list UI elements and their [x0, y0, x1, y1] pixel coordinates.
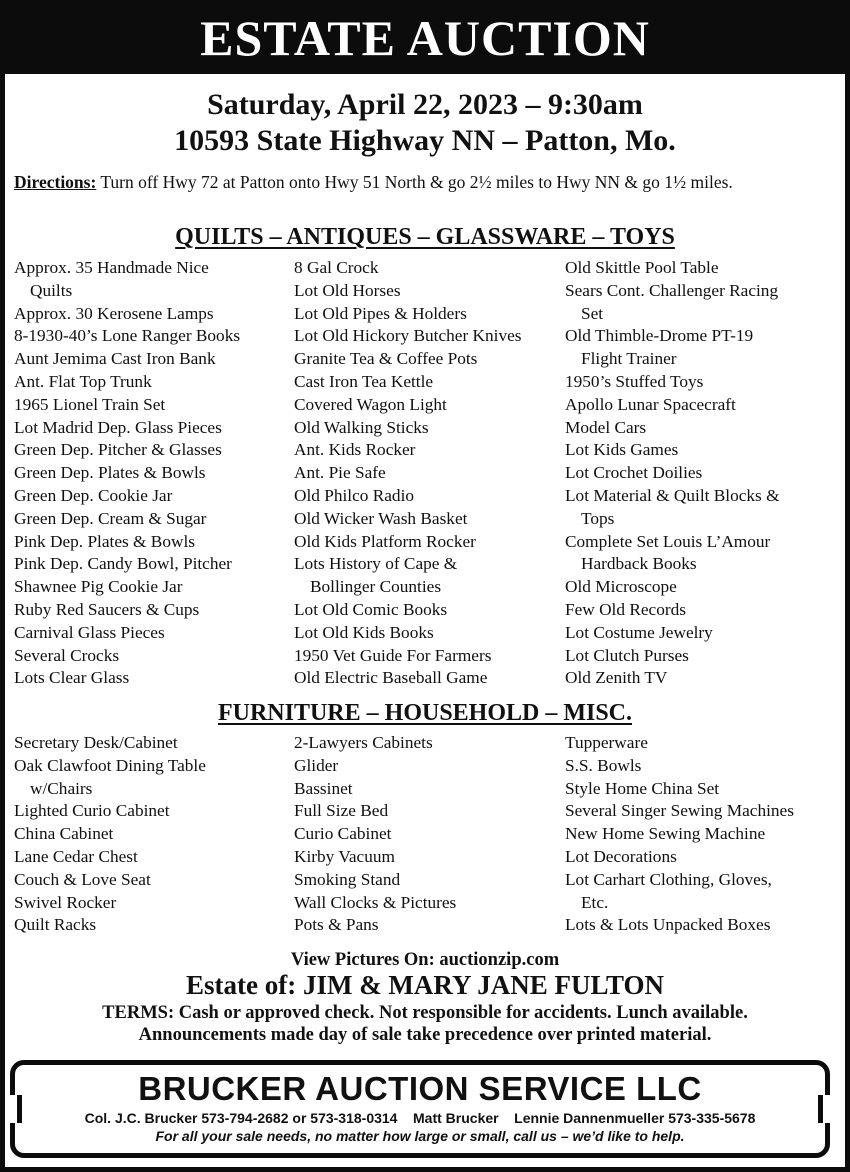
- list-item: [565, 417, 780, 440]
- auction-address: 10593 State Highway NN – Patton, Mo.: [174, 124, 676, 157]
- item-text-continued: w/Chairs: [30, 778, 93, 798]
- item-text: Aunt Jemima Cast Iron Bank: [14, 349, 216, 369]
- item-text-continued: Etc.: [581, 892, 609, 912]
- item-text-continued: Quilts: [30, 280, 73, 300]
- item-text: Green Dep. Cream & Sugar: [14, 508, 207, 528]
- item-text: Old Walking Sticks: [294, 417, 429, 437]
- item-text: Old Kids Platform Rocker: [294, 531, 476, 551]
- list-item: [565, 439, 780, 462]
- directions-text: Turn off Hwy 72 at Patton onto Hwy 51 North & go 2½ miles to Hwy NN & go 1½ miles.: [96, 172, 733, 192]
- furniture-column-1: [14, 732, 206, 937]
- item-text: China Cabinet: [14, 824, 114, 844]
- item-text: Green Dep. Cookie Jar: [14, 485, 173, 505]
- item-text: Old Wicker Wash Basket: [294, 508, 468, 528]
- item-text: Pink Dep. Candy Bowl, Pitcher: [14, 554, 232, 574]
- item-text: Swivel Rocker: [14, 892, 117, 912]
- list-item: [14, 576, 240, 599]
- item-text: Lot Old Horses: [294, 280, 401, 300]
- item-text: Lots Clear Glass: [14, 668, 130, 688]
- list-item: [294, 280, 522, 303]
- list-item: [14, 531, 240, 554]
- item-text: Glider: [294, 755, 339, 775]
- terms-line-1: TERMS: Cash or approved check. Not responsible for accidents. Lunch available.: [102, 1003, 748, 1023]
- antiques-column-3: [565, 257, 780, 690]
- item-text: Old Electric Baseball Game: [294, 668, 488, 688]
- item-text: 1950 Vet Guide For Farmers: [294, 645, 492, 665]
- list-item: [14, 622, 240, 645]
- item-text: Lot Madrid Dep. Glass Pieces: [14, 417, 222, 437]
- list-item: [294, 394, 522, 417]
- list-item: [294, 800, 456, 823]
- item-text: Model Cars: [565, 417, 647, 437]
- list-item: [294, 303, 522, 326]
- list-item: [294, 508, 522, 531]
- list-item: [565, 755, 794, 778]
- furniture-column-3: [565, 732, 794, 937]
- list-item: [14, 914, 206, 937]
- list-item: [294, 348, 522, 371]
- estate-of-line: Estate of: JIM & MARY JANE FULTON: [185, 970, 665, 1000]
- item-text: Apollo Lunar Spacecraft: [565, 394, 736, 414]
- item-text: Ant. Flat Top Trunk: [14, 371, 152, 391]
- item-text: 1965 Lionel Train Set: [14, 394, 166, 414]
- ad-title: ESTATE AUCTION: [0, 0, 850, 74]
- list-item: [565, 622, 780, 645]
- item-text: Covered Wagon Light: [294, 394, 447, 414]
- terms-line-2: Announcements made day of sale take precedence over printed material.: [138, 1025, 712, 1045]
- list-item: [565, 599, 780, 622]
- contact-numbers: Col. J.C. Brucker 573-794-2682 or 573-318-0314 Matt Brucker Lennie Dannenmueller 573-335-5678: [84, 1110, 756, 1126]
- item-text: Granite Tea & Coffee Pots: [294, 349, 478, 369]
- list-item: [565, 778, 794, 801]
- list-item: [294, 755, 456, 778]
- item-text: Approx. 35 Handmade Nice: [14, 258, 209, 277]
- item-text: Couch & Love Seat: [14, 869, 151, 889]
- item-text: Smoking Stand: [294, 869, 401, 889]
- list-item: [294, 599, 522, 622]
- item-text: Green Dep. Plates & Bowls: [14, 463, 206, 483]
- list-item: [14, 645, 240, 668]
- item-text: Kirby Vacuum: [294, 846, 395, 866]
- list-item: [14, 417, 240, 440]
- list-item: [565, 667, 780, 690]
- item-text: Lot Clutch Purses: [565, 645, 689, 665]
- item-text-continued: Bollinger Counties: [310, 577, 442, 597]
- list-item: [565, 823, 794, 846]
- item-text: 2-Lawyers Cabinets: [294, 733, 433, 752]
- item-text: Lot Material & Quilt Blocks &: [565, 485, 780, 505]
- item-text: Lot Decorations: [565, 846, 677, 866]
- item-text: Lots & Lots Unpacked Boxes: [565, 915, 771, 935]
- list-item: [14, 846, 206, 869]
- item-text: Lighted Curio Cabinet: [14, 801, 170, 821]
- list-item: [565, 280, 780, 326]
- list-item: [565, 325, 780, 371]
- item-text: Ant. Pie Safe: [294, 463, 386, 483]
- item-text: Old Philco Radio: [294, 485, 415, 505]
- list-item: [14, 553, 240, 576]
- list-item: [565, 394, 780, 417]
- item-text: Old Zenith TV: [565, 668, 668, 688]
- list-item: [14, 892, 206, 915]
- item-text-continued: Set: [581, 303, 604, 323]
- section-heading-furniture: FURNITURE – HOUSEHOLD – MISC.: [217, 700, 633, 726]
- list-item: [14, 394, 240, 417]
- item-text: 1950’s Stuffed Toys: [565, 371, 704, 391]
- antiques-column-1: [14, 257, 240, 690]
- item-text: Old Skittle Pool Table: [565, 258, 719, 277]
- list-item: [294, 823, 456, 846]
- item-text: 8 Gal Crock: [294, 258, 379, 277]
- list-item: [14, 439, 240, 462]
- item-text: Shawnee Pig Cookie Jar: [14, 577, 183, 597]
- item-text: Secretary Desk/Cabinet: [14, 733, 178, 752]
- box-notch-right: [818, 1095, 833, 1123]
- list-item: [14, 823, 206, 846]
- list-item: [14, 508, 240, 531]
- list-item: [14, 303, 240, 326]
- list-item: [294, 622, 522, 645]
- item-text: Carnival Glass Pieces: [14, 622, 165, 642]
- directions-label: Directions:: [14, 172, 97, 192]
- list-item: [565, 531, 780, 577]
- item-text: Quilt Racks: [14, 915, 97, 935]
- item-text: Style Home China Set: [565, 778, 720, 798]
- item-text: S.S. Bowls: [565, 755, 642, 775]
- item-text: Lot Carhart Clothing, Gloves,: [565, 869, 772, 889]
- directions: [14, 172, 836, 193]
- list-item: [14, 755, 206, 801]
- list-item: [14, 485, 240, 508]
- list-item: [294, 531, 522, 554]
- item-text-continued: Tops: [581, 508, 615, 528]
- list-item: [14, 667, 240, 690]
- list-item: [565, 257, 780, 280]
- list-item: [14, 371, 240, 394]
- list-item: [294, 462, 522, 485]
- terms: [0, 1002, 850, 1046]
- list-item: [294, 417, 522, 440]
- item-text: Lane Cedar Chest: [14, 846, 138, 866]
- view-pictures-line: View Pictures On: auctionzip.com: [290, 950, 560, 970]
- item-text: Few Old Records: [565, 599, 686, 619]
- list-item: [14, 257, 240, 303]
- item-text: Wall Clocks & Pictures: [294, 892, 457, 912]
- item-text: Cast Iron Tea Kettle: [294, 371, 434, 391]
- list-item: [294, 732, 456, 755]
- list-item: [294, 439, 522, 462]
- slogan: For all your sale needs, no matter how large or small, call us – we’d like to help.: [155, 1128, 685, 1144]
- item-text: Lot Old Kids Books: [294, 622, 434, 642]
- item-text: Tupperware: [565, 733, 648, 752]
- list-item: [294, 869, 456, 892]
- item-text: Lot Crochet Doilies: [565, 463, 703, 483]
- list-item: [294, 778, 456, 801]
- list-item: [14, 800, 206, 823]
- item-text: Complete Set Louis L’Amour: [565, 531, 771, 551]
- list-item: [294, 846, 456, 869]
- item-text: Lot Old Hickory Butcher Knives: [294, 326, 522, 346]
- item-text: Lot Old Comic Books: [294, 599, 448, 619]
- list-item: [565, 732, 794, 755]
- item-text: Pots & Pans: [294, 915, 379, 935]
- list-item: [565, 914, 794, 937]
- list-item: [565, 462, 780, 485]
- item-text-continued: Hardback Books: [581, 554, 697, 574]
- item-text: 8-1930-40’s Lone Ranger Books: [14, 326, 241, 346]
- list-item: [294, 667, 522, 690]
- item-text-continued: Flight Trainer: [581, 349, 677, 369]
- list-item: [565, 371, 780, 394]
- item-text: Curio Cabinet: [294, 824, 392, 844]
- list-item: [294, 914, 456, 937]
- antiques-column-2: [294, 257, 522, 690]
- list-item: [565, 576, 780, 599]
- list-item: [14, 348, 240, 371]
- item-text: Several Crocks: [14, 645, 120, 665]
- item-text: Green Dep. Pitcher & Glasses: [14, 440, 222, 460]
- item-text: Pink Dep. Plates & Bowls: [14, 531, 195, 551]
- list-item: [565, 485, 780, 531]
- list-item: [14, 732, 206, 755]
- item-text: Full Size Bed: [294, 801, 389, 821]
- list-item: [565, 800, 794, 823]
- list-item: [14, 462, 240, 485]
- box-notch-left: [7, 1095, 22, 1123]
- item-text: Approx. 30 Kerosene Lamps: [14, 303, 214, 323]
- item-text: Oak Clawfoot Dining Table: [14, 755, 206, 775]
- list-item: [294, 553, 522, 599]
- furniture-column-2: [294, 732, 456, 937]
- list-item: [14, 869, 206, 892]
- list-item: [294, 645, 522, 668]
- item-text: Lot Old Pipes & Holders: [294, 303, 467, 323]
- company-name: BRUCKER AUCTION SERVICE LLC: [138, 1070, 702, 1107]
- item-text: Old Microscope: [565, 577, 677, 597]
- item-text: Lot Costume Jewelry: [565, 622, 713, 642]
- item-text: Lots History of Cape &: [294, 554, 458, 574]
- item-text: Sears Cont. Challenger Racing: [565, 280, 779, 300]
- list-item: [14, 325, 240, 348]
- item-text: Several Singer Sewing Machines: [565, 801, 794, 821]
- list-item: [14, 599, 240, 622]
- item-text: Lot Kids Games: [565, 440, 679, 460]
- list-item: [294, 371, 522, 394]
- list-item: [294, 892, 456, 915]
- item-text: Ant. Kids Rocker: [294, 440, 416, 460]
- list-item: [294, 485, 522, 508]
- auction-service-box: [10, 1060, 830, 1158]
- list-item: [294, 325, 522, 348]
- item-text: New Home Sewing Machine: [565, 824, 766, 844]
- list-item: [565, 846, 794, 869]
- auction-date: Saturday, April 22, 2023 – 9:30am: [207, 88, 643, 121]
- list-item: [294, 257, 522, 280]
- item-text: Ruby Red Saucers & Cups: [14, 599, 200, 619]
- list-item: [565, 869, 794, 915]
- section-heading-antiques: QUILTS – ANTIQUES – GLASSWARE – TOYS: [175, 224, 675, 250]
- item-text: Old Thimble-Drome PT-19: [565, 326, 754, 346]
- item-text: Bassinet: [294, 778, 353, 798]
- list-item: [565, 645, 780, 668]
